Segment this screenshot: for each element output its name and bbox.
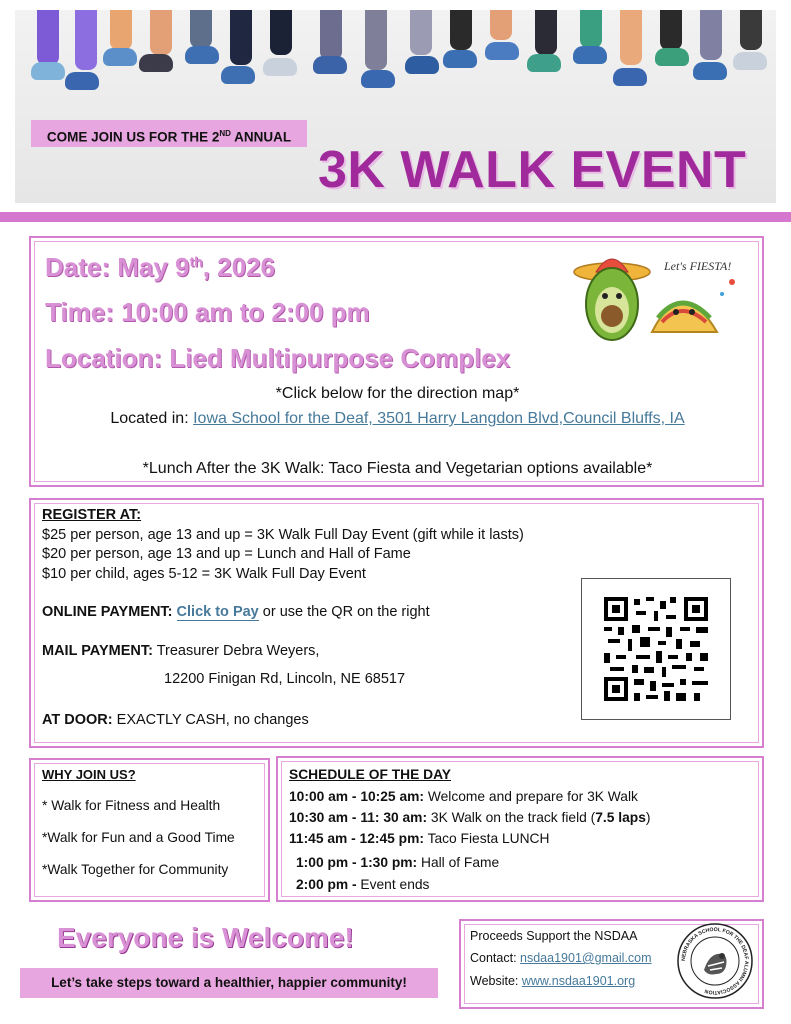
divider-bar xyxy=(0,212,791,222)
event-time: Time: 10:00 am to 2:00 pm xyxy=(45,297,370,327)
join-suffix: ANNUAL xyxy=(230,129,292,145)
event-title: 3K WALK EVENT xyxy=(318,141,747,199)
join-prefix: COME JOIN US FOR THE 2 xyxy=(46,129,220,145)
price-line: $25 per person, age 13 and up = 3K Walk Full Day Event (gift while it lasts) xyxy=(42,527,524,543)
schedule-item: 2:00 pm - Event ends xyxy=(296,877,430,892)
click-to-pay-link[interactable]: Click to Pay xyxy=(176,604,259,620)
contact-email-link[interactable]: nsdaa1901@gmail.com xyxy=(520,951,652,965)
why-item: * Walk for Fitness and Health xyxy=(42,798,221,813)
map-note: *Click below for the direction map* xyxy=(275,385,520,402)
why-item: *Walk for Fun and a Good Time xyxy=(42,830,235,845)
svg-text:NEBRASKA SCHOOL FOR THE DEAF A: NEBRASKA SCHOOL FOR THE DEAF ALUMNI ASSOCIATION xyxy=(680,926,750,996)
at-door-line: AT DOOR: EXACTLY CASH, no changes xyxy=(42,712,309,728)
price-line: $20 per person, age 13 and up = Lunch and Hall of Fame xyxy=(42,546,411,562)
payment-qr-code[interactable] xyxy=(581,578,731,720)
schedule-item: 1:00 pm - 1:30 pm: Hall of Fame xyxy=(296,855,500,870)
proceeds-note: Proceeds Support the NSDAA xyxy=(470,929,638,943)
join-badge xyxy=(31,120,307,147)
lunch-note: *Lunch After the 3K Walk: Taco Fiesta and Vegetarian options available* xyxy=(142,460,653,477)
schedule-heading: SCHEDULE OF THE DAY xyxy=(289,767,452,782)
website-line: Website: www.nsdaa1901.org xyxy=(470,974,636,988)
why-item: *Walk Together for Community xyxy=(42,862,229,877)
schedule-item: 11:45 am - 12:45 pm: Taco Fiesta LUNCH xyxy=(289,831,550,846)
located-line: Located in: Iowa School for the Deaf, 3501 Harry Langdon Blvd,Council Bluffs, IA xyxy=(110,410,685,427)
steps-tagline: Let’s take steps toward a healthier, happier community! xyxy=(20,968,438,998)
schedule-item: 10:00 am - 10:25 am: Welcome and prepare for 3K Walk xyxy=(289,789,638,804)
mail-address: 12200 Finigan Rd, Lincoln, NE 68517 xyxy=(164,671,406,687)
event-location: Location: Lied Multipurpose Complex xyxy=(45,343,511,373)
mail-payment-line: MAIL PAYMENT: Treasurer Debra Weyers, xyxy=(42,643,320,659)
why-heading: WHY JOIN US? xyxy=(42,767,136,782)
online-payment-line: ONLINE PAYMENT: Click to Pay or use the QR on the right xyxy=(42,604,430,620)
schedule-item: 10:30 am - 11: 30 am: 3K Walk on the track field (7.5 laps) xyxy=(289,810,651,825)
alumni-seal-logo xyxy=(676,922,754,1000)
event-date: Date: May 9th, 2026 xyxy=(45,252,276,282)
directions-link[interactable]: Iowa School for the Deaf, 3501 Harry Langdon Blvd,Council Bluffs, IA xyxy=(193,410,685,427)
price-line: $10 per child, ages 5-12 = 3K Walk Full Day Event xyxy=(42,566,366,582)
join-ordinal: ND xyxy=(219,129,231,138)
register-heading: REGISTER AT: xyxy=(42,507,142,523)
contact-line: Contact: nsdaa1901@gmail.com xyxy=(470,951,652,965)
fiesta-text: Let's FIESTA! xyxy=(664,259,732,273)
taco-fiesta-illustration xyxy=(572,252,742,344)
welcome-heading: Everyone is Welcome! xyxy=(57,922,354,953)
website-link[interactable]: www.nsdaa1901.org xyxy=(521,974,636,988)
